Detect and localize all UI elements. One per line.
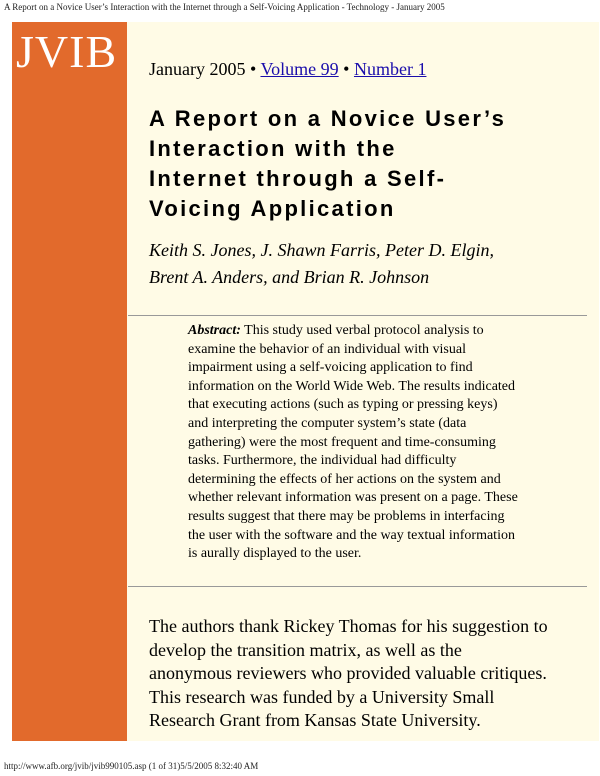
- abstract-line: examine the behavior of an individual with visual: [188, 341, 466, 357]
- abstract: [188, 322, 558, 564]
- abstract-line: gathering) were the most frequent and time-consuming: [188, 434, 496, 450]
- abstract-line: is aurally displayed to the user.: [188, 546, 362, 562]
- ack-line: The authors thank Rickey Thomas for his suggestion to: [149, 616, 548, 636]
- abstract-first-line: [188, 322, 558, 341]
- ack-line: anonymous reviewers who provided valuable critiques.: [149, 663, 547, 683]
- abstract-line: and interpreting the computer system’s state (data: [188, 415, 467, 431]
- authors-line: Keith S. Jones, J. Shawn Farris, Peter D. Elgin,: [149, 240, 494, 260]
- divider-bottom: [128, 586, 587, 587]
- volume-link[interactable]: Volume 99: [260, 59, 339, 79]
- authors-line: Brent A. Anders, and Brian R. Johnson: [149, 267, 430, 287]
- abstract-line: determining the effects of her actions on the system and: [188, 471, 501, 487]
- title-line: Interaction with the: [149, 136, 397, 161]
- title-line: Internet through a Self-: [149, 166, 447, 191]
- issue-separator: •: [249, 59, 257, 79]
- ack-line: develop the transition matrix, as well as the: [149, 639, 462, 660]
- sidebar: [12, 22, 127, 741]
- abstract-line: This study used verbal protocol analysis to: [244, 323, 484, 338]
- print-header: A Report on a Novice User’s Interaction with the Internet through a Self-Voicing Application - Technology - January 2005: [4, 2, 445, 12]
- ack-line: This research was funded by a University Small: [149, 686, 495, 707]
- abstract-label: Abstract:: [188, 323, 241, 338]
- number-link[interactable]: Number 1: [353, 59, 427, 79]
- issue-line: [149, 59, 426, 80]
- jvib-logo[interactable]: JVIB: [16, 26, 118, 77]
- abstract-line: whether relevant information was present on a page. These: [188, 490, 518, 506]
- authors: [149, 237, 589, 291]
- abstract-line: the user with the software and the way textual information: [188, 527, 515, 543]
- title-line: A Report on a Novice User’s: [149, 106, 507, 131]
- print-footer: http://www.afb.org/jvib/jvib990105.asp (1 of 31)5/5/2005 8:32:40 AM: [4, 761, 259, 771]
- issue-separator: •: [343, 59, 350, 79]
- divider-top: [128, 315, 587, 316]
- abstract-line: impairment using a self-voicing application to find: [188, 360, 473, 376]
- abstract-line: that executing actions (such as typing or pressing keys): [188, 397, 498, 413]
- issue-date: January 2005: [149, 59, 246, 79]
- abstract-line: tasks. Furthermore, the individual had difficulty: [188, 453, 457, 469]
- acknowledgment: [149, 615, 589, 733]
- article-title: [149, 104, 589, 224]
- abstract-line: results suggest that there may be problems in interfacing: [188, 508, 505, 524]
- abstract-line: information on the World Wide Web. The results indicated: [188, 378, 516, 394]
- ack-line: Research Grant from Kansas State University.: [149, 710, 481, 730]
- title-line: Voicing Application: [149, 196, 396, 221]
